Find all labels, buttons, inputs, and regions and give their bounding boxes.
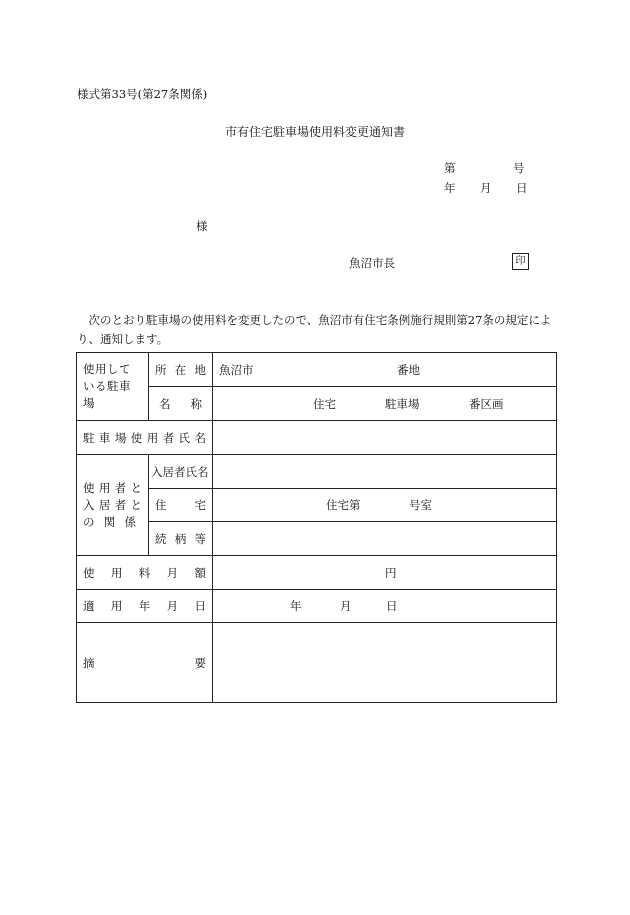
name-field[interactable] — [213, 387, 557, 421]
label-char: 者 — [162, 430, 175, 445]
label-char: 場 — [114, 430, 127, 445]
document-number-prefix: 第 — [444, 161, 456, 175]
label-char: 用 — [110, 599, 123, 613]
label-char: 名 — [159, 396, 171, 411]
table-row — [77, 623, 557, 703]
label-char: 入 — [83, 497, 95, 512]
table-row — [77, 556, 557, 590]
label-char: の — [83, 514, 95, 529]
monthly-fee-field[interactable] — [213, 556, 557, 590]
date-day: 日 — [516, 181, 528, 195]
label-char: 額 — [194, 565, 206, 580]
document-number-suffix: 号 — [513, 161, 525, 175]
sender-name: 魚沼市長 — [349, 256, 395, 270]
label-char: 用 — [110, 565, 123, 580]
name-kukaku: 番区画 — [469, 396, 504, 411]
label-char: 住 — [155, 498, 167, 512]
date-month: 月 — [480, 181, 492, 195]
location-label — [149, 353, 213, 387]
label-char: 月 — [166, 565, 179, 580]
label-char: 所 — [155, 362, 167, 377]
label-char: 名 — [194, 430, 206, 445]
parking-group-label — [77, 353, 149, 421]
label-char: 月 — [166, 599, 179, 613]
resident-name-field[interactable] — [213, 455, 557, 489]
label-char: 地 — [194, 362, 206, 377]
name-jutaku: 住宅 — [313, 396, 336, 411]
label-char: 係 — [124, 514, 136, 529]
relationship-label — [149, 522, 213, 556]
parking-user-name-label — [77, 421, 213, 455]
effective-date-day: 日 — [386, 599, 398, 613]
label-char: 用 — [146, 430, 159, 445]
remarks-label — [77, 623, 213, 703]
effective-date-year: 年 — [290, 599, 302, 613]
seal-mark: 印 — [512, 253, 529, 270]
table-row — [77, 590, 557, 623]
label-char: 者 — [114, 497, 127, 512]
label-char: 在 — [174, 362, 187, 377]
body-text: 次のとおり駐車場の使用料を変更したので、魚沼市有住宅条例施行規則第27条の規定により、通知します。 — [77, 313, 552, 346]
resident-name-label — [149, 455, 213, 489]
label-char: 車 — [98, 430, 111, 445]
parking-group-text: 使用している駐車場 — [83, 362, 131, 410]
label-char: 適 — [83, 599, 95, 613]
label-char: 柄 — [174, 531, 187, 546]
table-row — [77, 455, 557, 489]
name-label — [149, 387, 213, 421]
location-city: 魚沼市 — [219, 362, 254, 377]
label-char: 居 — [98, 497, 111, 512]
house-goshitsu: 号室 — [409, 498, 432, 512]
table-row — [77, 489, 557, 522]
label-char: 駐 — [83, 430, 95, 445]
parking-user-name-field[interactable] — [213, 421, 557, 455]
form-table — [76, 352, 557, 703]
name-chushajo: 駐車場 — [385, 396, 420, 411]
label-char: 日 — [194, 599, 206, 613]
table-row — [77, 387, 557, 421]
form-code: 様式第33号(第27条関係) — [77, 87, 208, 101]
relationship-field[interactable] — [213, 522, 557, 556]
label-char: 続 — [155, 531, 167, 546]
house-jutaku-dai: 住宅第 — [326, 498, 361, 512]
label-char: 年 — [138, 599, 151, 613]
table-row — [77, 353, 557, 387]
label-char: 者 — [114, 480, 127, 495]
effective-date-field[interactable] — [213, 590, 557, 623]
remarks-field[interactable] — [213, 623, 557, 703]
label-char: 用 — [98, 480, 111, 495]
label-char: 料 — [138, 565, 151, 580]
house-field[interactable] — [213, 489, 557, 522]
label-char: 使 — [83, 565, 95, 580]
document-title: 市有住宅駐車場使用料変更通知書 — [224, 125, 405, 139]
location-banchi: 番地 — [397, 362, 420, 377]
effective-date-label — [77, 590, 213, 623]
addressee-suffix: 様 — [196, 219, 208, 233]
house-label — [149, 489, 213, 522]
table-row — [77, 522, 557, 556]
label-char: 摘 — [83, 655, 95, 670]
label-char: 使 — [83, 480, 95, 495]
fee-yen: 円 — [385, 565, 397, 580]
label-char: 氏 — [178, 430, 191, 445]
label-char: 使 — [130, 430, 143, 445]
date-year: 年 — [444, 181, 456, 195]
label-char: 関 — [103, 514, 116, 529]
label-char: と — [130, 497, 142, 512]
label-char: 要 — [194, 655, 206, 670]
label-char: 称 — [190, 396, 202, 411]
resident-name-text: 入居者氏名 — [151, 464, 209, 479]
effective-date-month: 月 — [340, 599, 352, 613]
label-char: 等 — [194, 531, 206, 546]
location-field[interactable] — [213, 353, 557, 387]
monthly-fee-label — [77, 556, 213, 590]
label-char: と — [130, 480, 142, 495]
table-row — [77, 421, 557, 455]
label-char: 宅 — [194, 498, 206, 512]
relation-group-label — [77, 455, 149, 556]
